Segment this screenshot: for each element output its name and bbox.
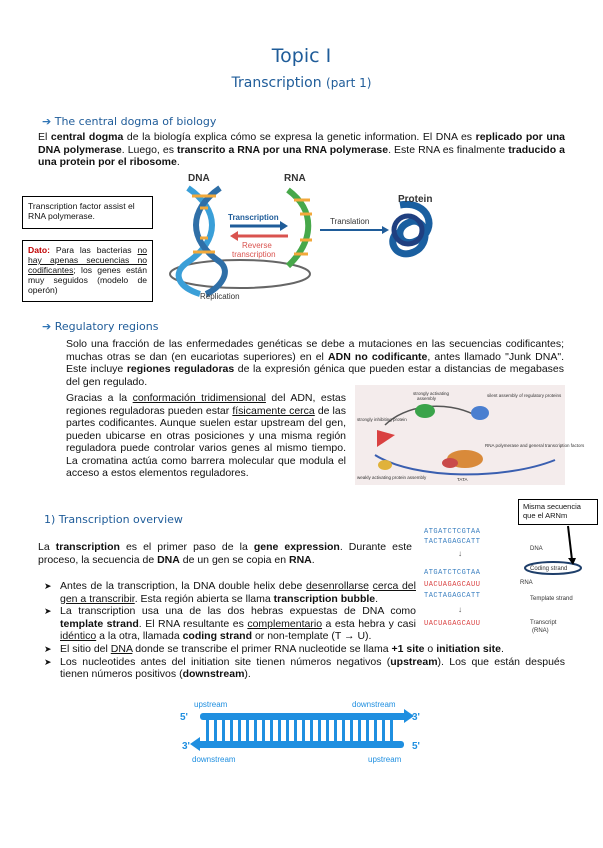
- label-protein: Protein: [398, 194, 433, 205]
- text: Antes de la transcription, la DNA double helix debe: [60, 580, 303, 592]
- underlined-text: cerca del gen a transcribir: [60, 580, 416, 605]
- central-dogma-figure: [160, 170, 448, 302]
- dogma-paragraph: [38, 131, 565, 169]
- text: o: [427, 643, 434, 655]
- label-three-prime: 3': [182, 741, 190, 752]
- text: es el primer paso de la: [125, 541, 248, 553]
- sequence-text: TACTAGAGCATT: [424, 592, 481, 600]
- text: Los nucleotides antes del initiation site tienen números negativos (: [60, 655, 391, 668]
- note-box-transcription-factor: Transcription factor assist el RNA polymerase.: [22, 196, 153, 229]
- sequence-text: TACTAGAGCATT: [424, 538, 481, 546]
- callout-pointer: [568, 526, 572, 560]
- underlined-text: conformación tridimensional: [132, 392, 266, 404]
- list-item: [38, 643, 565, 656]
- text: ). Los que están después tienen números positivos (: [60, 655, 565, 680]
- figure-label: Template strand: [530, 596, 573, 602]
- bold-text: transcrito a RNA por una RNA polymerase: [176, 143, 389, 156]
- figure-label: RNA: [520, 580, 533, 586]
- note-box-dato: [22, 240, 153, 302]
- bold-text: ADN no codificante: [328, 350, 428, 363]
- figure-label: assembly: [417, 396, 437, 401]
- list-item: [38, 656, 565, 681]
- figure-label: silent assembly of regulatory proteins: [487, 393, 562, 398]
- bold-text: upstream: [390, 655, 438, 668]
- figure-label: strongly activating: [413, 391, 450, 396]
- bold-text: replicado por una DNA polymerase: [38, 131, 565, 156]
- label-downstream: downstream: [192, 755, 236, 764]
- silent-protein: [471, 406, 489, 420]
- text: .: [375, 592, 379, 605]
- text: a esta hebra y casi: [325, 617, 416, 630]
- label-upstream: upstream: [368, 755, 402, 764]
- label-replication: Replication: [200, 292, 240, 301]
- bold-text: initiation site: [436, 643, 501, 655]
- text: El: [38, 131, 48, 143]
- bold-text: transcription: [55, 541, 120, 553]
- text: a la otra, llamada: [99, 630, 180, 642]
- top-strand: [200, 713, 408, 720]
- label-five-prime: 5': [180, 712, 188, 723]
- text: .: [500, 643, 504, 655]
- list-item: [38, 580, 416, 605]
- text: . Este RNA es finalmente: [388, 143, 506, 156]
- bold-text: +1 site: [391, 643, 425, 655]
- arrow-icon: ➔: [42, 320, 52, 333]
- sequence-text: UACUAGAGCAUU: [424, 581, 481, 589]
- label-three-prime: 3': [412, 712, 420, 723]
- label-translation: Translation: [330, 217, 370, 226]
- label-reverse-transcription: transcription: [232, 250, 276, 259]
- dato-label: Dato:: [28, 245, 50, 255]
- bold-text: central dogma: [50, 131, 124, 143]
- subtitle-main: Transcription: [231, 75, 322, 91]
- figure-label: Transcript: [530, 620, 557, 626]
- bold-text: template strand: [60, 617, 139, 630]
- section-heading-dogma: [42, 115, 216, 128]
- bullet-arrow-icon: ➤: [44, 606, 52, 616]
- text: El sitio del: [60, 643, 108, 655]
- text: . Durante este proceso, la secuencia de: [38, 541, 413, 566]
- sequence-text: ATGATCTCGTAA: [424, 569, 481, 577]
- figure-label: RNA polymerase and general transcription factors: [485, 443, 585, 448]
- dna-helix: [179, 188, 225, 294]
- weak-protein: [378, 460, 392, 470]
- text: ; los genes están muy seguidos (modelo de operón): [28, 265, 147, 295]
- list-item: [38, 605, 416, 643]
- text: La transcription usa una de las dos hebras expuestas de DNA como: [60, 605, 416, 617]
- down-arrow-icon: ↓: [458, 549, 462, 558]
- sequence-text: UACUAGAGCAUU: [424, 620, 481, 628]
- strand-direction-figure: [176, 696, 428, 766]
- text: ).: [244, 668, 251, 680]
- label-upstream: upstream: [194, 700, 228, 709]
- text: donde se transcribe el primer RNA nucleotide se llama: [135, 643, 389, 655]
- underlined-text: complementario: [247, 617, 323, 630]
- bold-text: transcription bubble: [273, 592, 376, 605]
- bullet-arrow-icon: ➤: [44, 581, 52, 591]
- bold-text: coding strand: [182, 630, 253, 642]
- underlined-text: no hay apenas secuencias no codificantes: [28, 245, 148, 275]
- regulatory-paragraph-2: [66, 392, 346, 480]
- overview-intro: [38, 541, 412, 566]
- text: del ADN, estas regiones reguladoras pueden estar: [66, 392, 346, 417]
- text: . Luego, es: [121, 143, 174, 156]
- activating-protein: [415, 404, 435, 418]
- page-subtitle: [0, 75, 603, 91]
- label-reverse: Reverse: [242, 241, 272, 250]
- bullet-arrow-icon: ➤: [44, 644, 52, 654]
- underlined-text: desenrollarse: [305, 580, 369, 592]
- label-rna: RNA: [284, 173, 306, 184]
- text: de la expresión génica que pueden estar a distancias de megabases del gen regulado.: [66, 363, 564, 388]
- text: . El RNA resultante es: [138, 617, 244, 630]
- underlined-text: idéntico: [60, 630, 97, 642]
- figure-label: Coding strand: [530, 566, 568, 572]
- bold-text: traducido a una protein por el ribosome: [38, 143, 565, 168]
- bold-text: regiones reguladoras: [126, 363, 235, 375]
- text: .: [311, 553, 315, 566]
- text: , antes llamado "Junk DNA". Este incluye: [66, 350, 564, 375]
- bullet-arrow-icon: ➤: [44, 656, 52, 667]
- figure-label: DNA: [530, 546, 543, 552]
- transcription-sequence-figure: [418, 520, 598, 642]
- label-five-prime: 5': [412, 741, 420, 752]
- arrow-icon: ➔: [42, 115, 52, 128]
- text: La: [38, 541, 50, 553]
- bold-text: downstream: [182, 668, 245, 680]
- down-arrow-icon: ↓: [458, 605, 462, 614]
- protein-shape: [393, 204, 429, 253]
- page-title: Topic I: [271, 45, 332, 67]
- text: .: [176, 156, 180, 168]
- section-heading-overview: 1) Transcription overview: [44, 513, 183, 526]
- figure-label: weakly activating protein assembly: [357, 475, 427, 480]
- text: Para las bacterias: [55, 245, 132, 255]
- section-heading-text: The central dogma of biology: [54, 115, 217, 128]
- sequence-text: ATGATCTCGTAA: [424, 528, 481, 536]
- regulatory-regions-figure: [355, 385, 585, 485]
- callout-box: Misma secuencia que el ARNm: [518, 499, 598, 525]
- label-transcription: Transcription: [228, 213, 279, 222]
- bold-text: DNA: [157, 553, 180, 566]
- bold-text: RNA: [289, 553, 312, 566]
- section-heading-regulatory: [42, 320, 158, 333]
- text: de la biología explica cómo se expresa la genetic information. El DNA es: [126, 131, 473, 143]
- overview-bullets-narrow: [38, 580, 416, 643]
- text: . Esta región abierta se llama: [134, 592, 271, 605]
- text: Gracias a la: [66, 392, 128, 404]
- subtitle-part: (part 1): [326, 76, 372, 90]
- text: de un gen se copia en: [182, 553, 287, 566]
- figure-label: (RNA): [532, 628, 549, 634]
- text: or non-template (T → U).: [254, 630, 372, 642]
- text: Solo una fracción de las enfermedades genéticas se debe a mutaciones en las secuencias codificantes; muchas otras se dan (en eucariotas superiores) en el: [66, 338, 564, 363]
- underlined-text: físicamente cerca: [232, 404, 315, 417]
- bottom-strand: [196, 741, 404, 748]
- label-dna: DNA: [188, 173, 210, 184]
- overview-bullets-wide: [38, 643, 565, 681]
- text: de las partes codificantes. Aunque suelen estar upstream del gen, pueden ubicarse en otras posiciones y una misma región reguladora puede controlar varios genes al mismo tiempo. La cromatina actúa como barrera molecular que modula el acceso a estos elementos reguladores.: [66, 404, 346, 479]
- label-downstream: downstream: [352, 700, 396, 709]
- section-heading-text: Regulatory regions: [54, 320, 159, 333]
- rna-strand: [288, 190, 312, 266]
- underlined-text: DNA: [110, 643, 133, 655]
- figure-label: TATA: [457, 477, 468, 482]
- regulatory-paragraph-1: [66, 338, 564, 388]
- figure-label: strongly inhibiting protein: [357, 417, 407, 422]
- bold-text: gene expression: [253, 541, 340, 553]
